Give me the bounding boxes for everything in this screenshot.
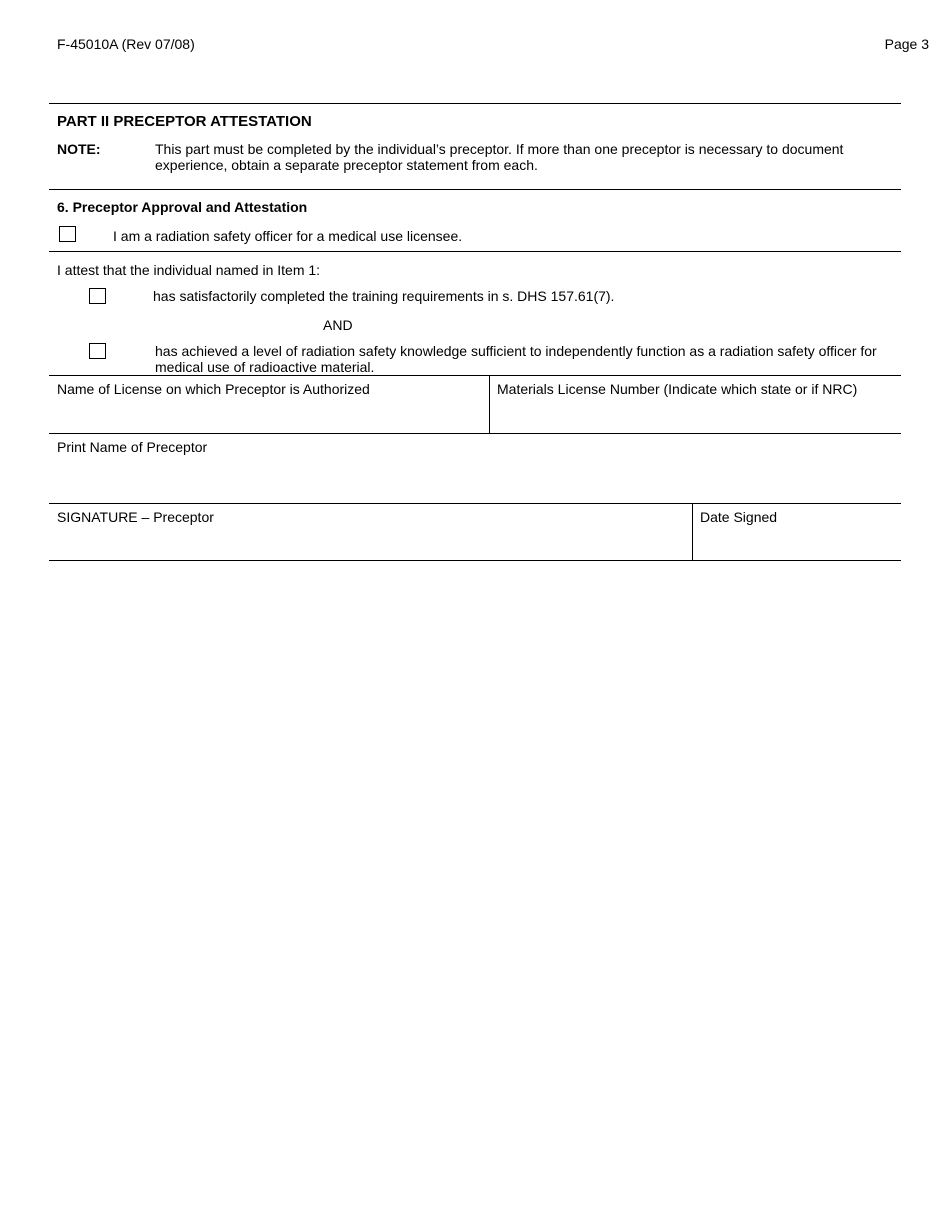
part-title: PART II PRECEPTOR ATTESTATION [57,113,312,130]
page-number: Page 3 [884,36,929,52]
form-id: F-45010A (Rev 07/08) [57,36,195,52]
rso-checkbox[interactable] [59,226,76,242]
knowledge-checkbox[interactable] [89,343,106,359]
license-name-label: Name of License on which Preceptor is Authorized [57,381,370,397]
training-checkbox[interactable] [89,288,106,304]
print-name-label: Print Name of Preceptor [57,439,208,455]
section-top-rule [49,103,901,104]
attest-intro: I attest that the individual named in Item 1: [57,262,321,278]
rso-checkbox-label: I am a radiation safety officer for a medical use licensee. [113,228,463,244]
divider [49,251,901,252]
note-label: NOTE: [57,141,101,157]
divider [49,375,901,376]
license-number-label: Materials License Number (Indicate which state or if NRC) [497,381,858,397]
signature-label: SIGNATURE – Preceptor [57,509,214,525]
section-heading: 6. Preceptor Approval and Attestation [57,199,308,215]
column-divider [692,503,693,560]
column-divider [489,375,490,433]
note-text: This part must be completed by the individual’s preceptor. If more than one preceptor is necessary to document experience, obtain a separate preceptor statement from each. [155,141,844,173]
bottom-rule [49,560,901,561]
divider [49,503,901,504]
and-label: AND [323,317,353,333]
divider [49,189,901,190]
divider [49,433,901,434]
training-checkbox-label: has satisfactorily completed the training requirements in s. DHS 157.61(7). [153,288,615,304]
date-signed-label: Date Signed [700,509,778,525]
knowledge-checkbox-label: has achieved a level of radiation safety knowledge sufficient to independently function as a radiation safety officer for medical use of radioactive material. [155,343,877,375]
